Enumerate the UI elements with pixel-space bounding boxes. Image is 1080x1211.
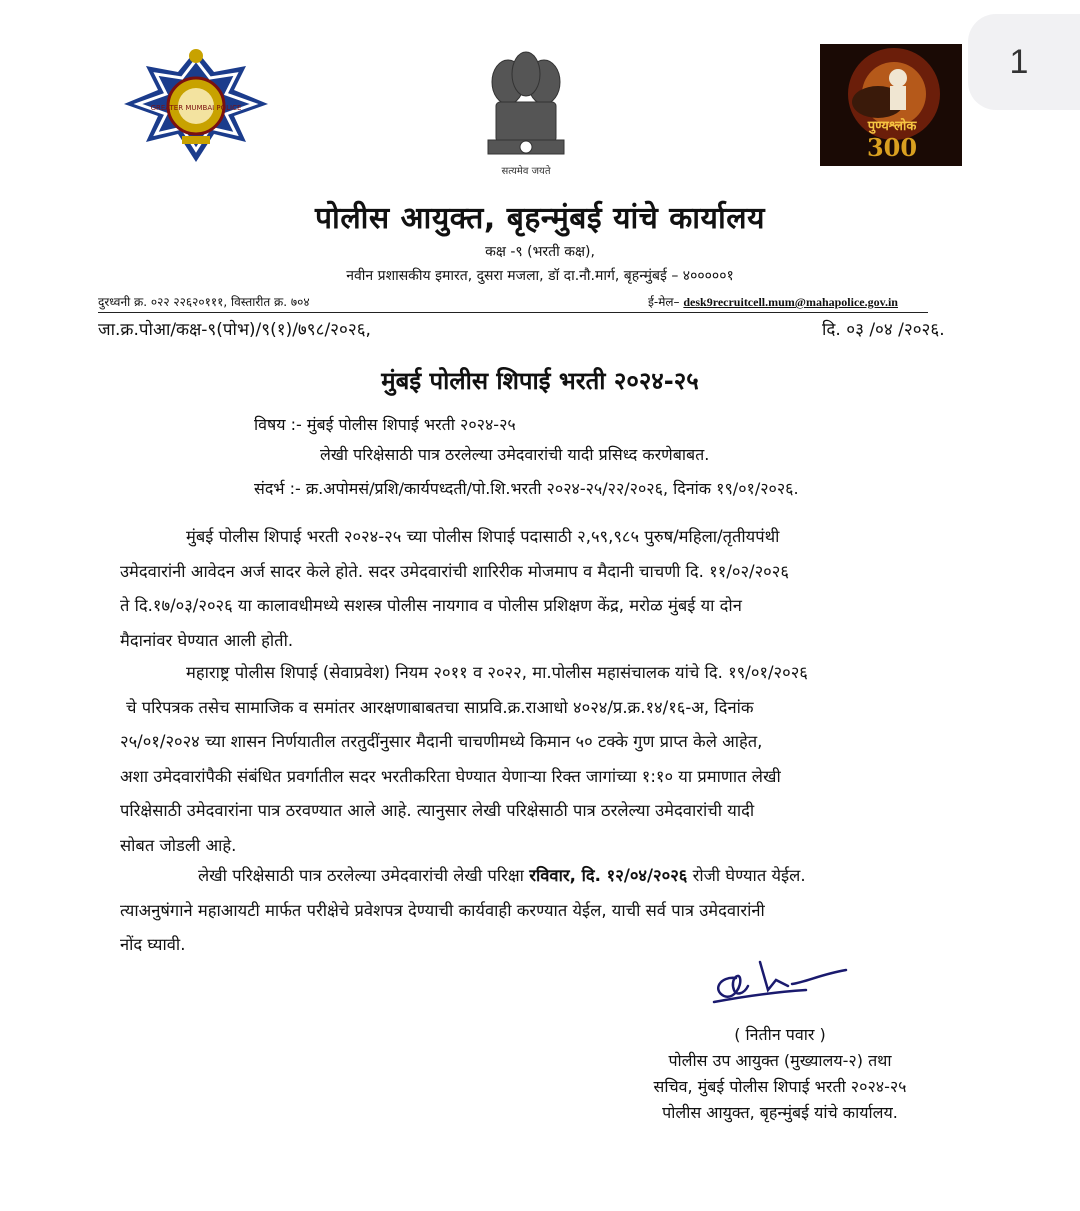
logo-lettering: GREATER MUMBAI POLICE (150, 104, 242, 112)
signatory-name: ( नितीन पवार ) (734, 1025, 826, 1044)
logo-number: 300 (866, 133, 918, 162)
email-line (648, 293, 898, 310)
emblem-motto: सत्यमेव जयते (501, 166, 551, 177)
paragraph-line: मुंबई पोलीस शिपाई भरती २०२४-२५ च्या पोलीस शिपाई पदासाठी २,५९,९८५ पुरुष/महिला/तृतीयपंथी (186, 527, 780, 546)
header-divider (98, 312, 928, 313)
paragraph-line: ते दि.१७/०३/२०२६ या कालावधीमध्ये सशस्त्र पोलीस नायगाव व पोलीस प्रशिक्षण केंद्र, मरोळ मुंबई या दोन (120, 596, 742, 615)
paragraph-line: महाराष्ट्र पोलीस शिपाई (सेवाप्रवेश) नियम २०११ व २०२२, मा.पोलीस महासंचालक यांचे दि. १९/०१/२०२६ (186, 663, 808, 682)
paragraph-line: त्याअनुषंगाने महाआयटी मार्फत परीक्षेचे प्रवेशपत्र देण्याची कार्यवाही करण्यात येईल, याची सर्व पात्र उमेदवारांनी (120, 900, 765, 920)
email-link[interactable]: desk9recruitcell.mum@mahapolice.gov.in (683, 295, 898, 309)
ashoka-emblem-icon (478, 44, 574, 180)
address-line-2: नवीन प्रशासकीय इमारत, दुसरा मजला, डॉ दा.नौ.मार्ग, बृहन्मुंबई – ४०००००१ (346, 268, 734, 284)
signatory-office: पोलीस आयुक्त, बृहन्मुंबई यांचे कार्यालय. (662, 1103, 898, 1122)
punyashlok-300-logo (820, 44, 962, 166)
exam-text-end: रोजी घेण्यात येईल. (687, 866, 806, 885)
exam-text-start: लेखी परिक्षेसाठी पात्र ठरलेल्या उमेदवारांची लेखी परिक्षा (198, 866, 530, 885)
phone-line: दुरध्वनी क्र. ०२२ २२६२०१११, विस्तारीत क्र. ७०४ (98, 295, 310, 309)
office-title: पोलीस आयुक्त, बृहन्मुंबई यांचे कार्यालय (315, 201, 765, 236)
reference-number: जा.क्र.पोआ/कक्ष-९(पोभ)/९(१)/७९८/२०२६, (98, 320, 371, 340)
paragraph-line: अशा उमेदवारांपैकी संबंधित प्रवर्गातील सदर भरतीकरिता घेण्यात येणाऱ्या रिक्त जागांच्या १:१० या प्रमाणात लेखी (120, 766, 781, 786)
mumbai-police-logo (118, 42, 274, 170)
paragraph-line: उमेदवारांनी आवेदन अर्ज सादर केले होते. सदर उमेदवारांची शारिरीक मोजमाप व मैदानी चाचणी दि. ११/०२/२०२६ (120, 561, 789, 581)
subject-line-1: विषय :- मुंबई पोलीस शिपाई भरती २०२४-२५ (254, 415, 516, 434)
paragraph-line (120, 859, 960, 894)
paragraph-line: चे परिपत्रक तसेच सामाजिक व समांतर आरक्षणाबाबतचा साप्रवि.क्र.राआधो ४०२४/प्र.क्र.१४/१६-अ, दिनांक (126, 697, 754, 717)
address-line-1: कक्ष -९ (भरती कक्ष), (485, 244, 595, 260)
logo-text: पुण्यश्लोक (867, 119, 917, 134)
paragraph-line: सोबत जोडली आहे. (120, 835, 237, 855)
signatory-block (600, 1022, 960, 1126)
subject-line-2: लेखी परिक्षेसाठी पात्र ठरलेल्या उमेदवारांची यादी प्रसिध्द करणेबाबत. (320, 445, 710, 464)
letter-heading: मुंबई पोलीस शिपाई भरती २०२४-२५ (381, 367, 699, 395)
paragraph-2 (120, 656, 960, 863)
email-label: ई-मेल– (648, 295, 680, 309)
paragraph-line: नोंद घ्यावी. (120, 935, 186, 954)
handwritten-signature (706, 956, 866, 1012)
exam-date-bold: रविवार, दि. १२/०४/२०२६ (529, 866, 688, 885)
signatory-designation-1: पोलीस उप आयुक्त (मुख्यालय-२) तथा (668, 1051, 892, 1070)
letter-date: दि. ०३ /०४ /२०२६. (822, 320, 945, 340)
signatory-designation-2: सचिव, मुंबई पोलीस शिपाई भरती २०२४-२५ (653, 1077, 907, 1096)
page-number-badge (968, 14, 1080, 110)
paragraph-line: परिक्षेसाठी उमेदवारांना पात्र ठरवण्यात आले आहे. त्यानुसार लेखी परिक्षेसाठी पात्र ठरलेल्या उमेदवारांची यादी (120, 801, 755, 820)
reference-line: संदर्भ :- क्र.अपोमसं/प्रशि/कार्यपध्दती/पो.शि.भरती २०२४-२५/२२/२०२६, दिनांक १९/०१/२०२६. (254, 479, 799, 498)
paragraph-3 (120, 859, 960, 963)
page-number: 1 (1009, 42, 1029, 81)
paragraph-line: २५/०१/२०२४ च्या शासन निर्णयातील तरतुदींनुसार मैदानी चाचणीमध्ये किमान ५० टक्के गुण प्राप्त केले आहेत, (120, 732, 763, 751)
paragraph-line: मैदानांवर घेण्यात आली होती. (120, 630, 294, 650)
paragraph-1 (120, 520, 960, 658)
